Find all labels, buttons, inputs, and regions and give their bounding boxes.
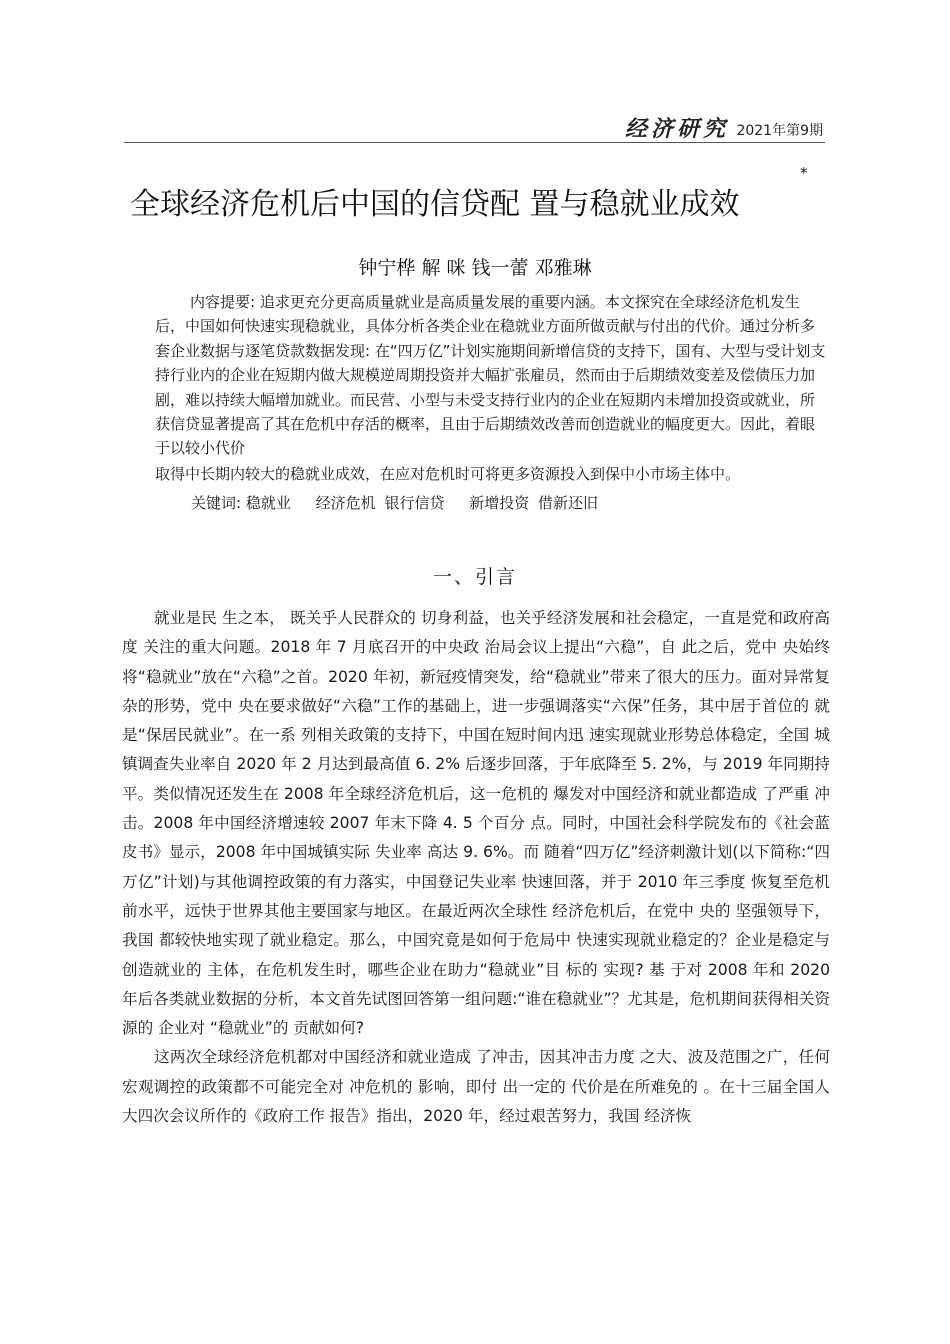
- keyword: 新增投资: [469, 494, 530, 513]
- body-paragraph: 就业是民 生之本， 既关乎人民群众的 切身利益，也关乎经济发展和社会稳定，一直是党和政府高度 关注的重大问题。2018 年 7 月底召开的中央政 治局会议上提出“六稳”，自 此之后，党中 央始终将“稳就业”放在“六稳”之首。2020 年初，新冠疫情突发，给“稳就业”带来了很大的压力。面对异常复杂的形势，党中 央在要求做好“六稳”工作的基础上，进一步强调落实“六保”任务，其中居于首位的 就是“保居民就业”。在一系 列相关政策的支持下，中国在短时间内迅 速实现就业形势总体稳定，全国 城镇调查失业率自 2020 年 2 月达到最高值 6. 2% 后逐步回落，于年底降至 5. 2%，与 2019 年同期持平。类似情况还发生在 2008 年全球经济危机后，这一危机的 爆发对中国经济和就业都造成 了严重 冲击。2008 年中国经济增速较 2007 年末下降 4. 5 个百分 点。同时，中国社会科学院发布的《社会蓝皮书》显示，2008 年中国城镇实际 失业率 高达 9. 6%。而 随着“四万亿”经济刺激计划(以下简称:“四万亿”计划)与其他调控政策的有力落实，中国登记失业率 快速回落，并于 2010 年三季度 恢复至危机前水平，远快于世界其他主要国家与地区。在最近两次全球性 经济危机后，在党中 央的 坚强领导下，我国 都较快地实现了就业稳定。那么，中国究竟是如何于危局中 快速实现就业稳定的？企业是稳定与创造就业的 主体，在危机发生时，哪些企业在助力“稳就业”目 标的 实现? 基 于对 2008 年和 2020 年后各类就业数据的分析，本文首先试图回答第一组问题:“谁在稳就业”？尤其是，危机期间获得相关资源的 企业对 “稳就业”的 贡献如何?: [122, 609, 830, 1038]
- body-paragraph: 这两次全球经济危机都对中国经济和就业造成 了冲击，因其冲击力度 之大、波及范围之广，任何宏观调控的政策都不可能完全对 冲危机的 影响，即付 出一定的 代价是在所难免的 。在十三届全国人大四次会议所作的《政府工作 报告》指出，2020 年，经过艰苦努力，我国 经济恢: [122, 1048, 830, 1126]
- title-footnote-marker: *: [800, 164, 808, 182]
- abstract: [155, 290, 841, 516]
- journal-name: 经济研究: [624, 116, 729, 142]
- keywords-label: 关键词:: [191, 494, 242, 513]
- page-header: [124, 110, 825, 143]
- keyword: 银行信贷: [384, 494, 445, 513]
- keyword: 稳就业: [245, 494, 291, 513]
- keyword: 经济危机: [315, 494, 376, 513]
- abstract-body: 内容提要: 追求更充分更高质量就业是高质量发展的重要内涵。本文探究在全球经济危机发生后，中国如何快速实现稳就业，具体分析各类企业在稳就业方面所做贡献与付出的代价。通过分析多套企业数据与逐笔贷款数据发现: 在“四万亿”计划实施期间新增信贷的支持下，国有、大型与受计划支持行业内的企业在短期内做大规模逆周期投资并大幅扩张雇员，然而由于后期绩效变差及偿债压力加剧，难以持续大幅增加就业。而民营、小型与未受支持行业内的企业在短期内未增加投资或就业，所获信贷显著提高了其在危机中存活的概率，且由于后期绩效改善而创造就业的幅度更大。因此，着眼于以较小代价: [155, 293, 826, 458]
- keywords: [155, 491, 841, 515]
- article-title: 全球经济危机后中国的信贷配 置与稳就业成效: [130, 187, 740, 222]
- article-authors: 钟宁桦 解 咪 钱一蕾 邓雅琳: [358, 257, 592, 279]
- abstract-tail: 取得中长期内较大的稳就业成效，在应对危机时可将更多资源投入到保中小市场主体中。: [155, 464, 741, 483]
- keyword: 借新还旧: [538, 494, 599, 513]
- issue-number: 2021年第9期: [736, 123, 823, 139]
- body-text: [122, 604, 830, 1131]
- section-heading: 一、引言: [432, 566, 517, 588]
